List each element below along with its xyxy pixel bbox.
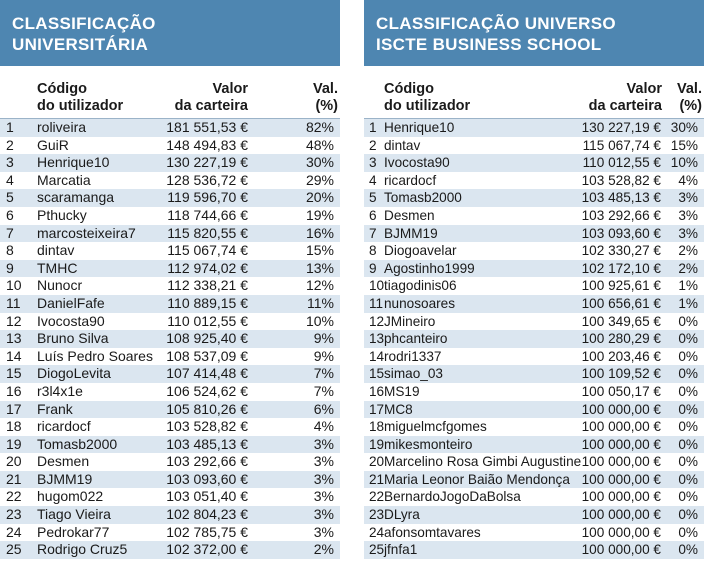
pct-cell: 3% — [313, 523, 334, 540]
table-row — [0, 401, 340, 419]
pct-cell: 16% — [305, 224, 334, 241]
value-cell: 130 227,19 € — [166, 154, 248, 171]
user-cell: GuiR — [37, 136, 69, 153]
pct-cell: 3% — [313, 506, 334, 523]
pct-cell: 2% — [678, 260, 698, 276]
user-cell: Henrique10 — [37, 154, 110, 171]
table-row — [0, 418, 340, 436]
rank-cell: 2 — [6, 136, 14, 153]
rank-cell: 10 — [6, 277, 22, 294]
pct-cell: 3% — [678, 207, 698, 223]
user-cell: Henrique10 — [384, 120, 455, 135]
user-cell: phcanteiro — [384, 331, 448, 347]
user-cell: Bruno Silva — [37, 330, 109, 347]
value-cell: 103 093,60 € — [581, 225, 661, 241]
pct-cell: 9% — [313, 347, 334, 364]
pct-cell: 0% — [678, 383, 698, 399]
pct-cell: 0% — [678, 401, 698, 417]
value-cell: 102 172,10 € — [581, 260, 661, 276]
value-cell: 100 000,00 € — [581, 401, 661, 417]
value-cell: 106 524,62 € — [166, 382, 248, 399]
value-cell: 103 093,60 € — [166, 470, 248, 487]
pct-cell: 1% — [678, 278, 698, 294]
rank-cell: 3 — [369, 155, 377, 171]
value-cell: 110 889,15 € — [167, 294, 248, 311]
table-row — [364, 541, 704, 559]
rank-cell: 4 — [369, 172, 377, 188]
table-row — [364, 383, 704, 401]
rank-cell: 5 — [6, 189, 14, 206]
rank-cell: 9 — [369, 260, 377, 276]
header-value-line-2: da carteira — [174, 98, 248, 114]
header-pct-line-1: Val. — [313, 81, 338, 97]
user-cell: Marcelino Rosa Gimbi Augustine — [384, 454, 582, 470]
user-cell: afonsomtavares — [384, 524, 481, 540]
rank-cell: 16 — [6, 382, 22, 399]
rank-cell: 16 — [369, 383, 385, 399]
table-row — [0, 348, 340, 366]
user-cell: JMineiro — [384, 313, 436, 329]
table-row — [364, 506, 704, 524]
rank-cell: 1 — [369, 120, 377, 135]
user-cell: DiogoLevita — [37, 365, 111, 382]
user-cell: Desmen — [384, 207, 435, 223]
user-cell: miguelmcfgomes — [384, 419, 487, 435]
user-cell: nunosoares — [384, 295, 456, 311]
table-row — [364, 172, 704, 190]
user-cell: scaramanga — [37, 189, 115, 206]
title-line-1: CLASSIFICAÇÃO — [12, 14, 156, 33]
table-row — [364, 365, 704, 383]
table-row — [364, 488, 704, 506]
ranking-university-panel — [0, 0, 340, 561]
pct-cell: 1% — [678, 295, 698, 311]
table-row — [364, 225, 704, 243]
value-cell: 103 485,13 € — [166, 435, 248, 452]
pct-cell: 12% — [305, 277, 334, 294]
rank-cell: 13 — [6, 330, 22, 347]
table-row — [0, 313, 340, 331]
user-cell: Pthucky — [37, 206, 87, 223]
rank-cell: 12 — [6, 312, 22, 329]
value-cell: 102 804,23 € — [166, 506, 248, 523]
rank-cell: 8 — [369, 243, 377, 259]
value-cell: 103 528,82 € — [581, 172, 661, 188]
rank-cell: 17 — [369, 401, 385, 417]
table-row — [0, 260, 340, 278]
rank-cell: 20 — [6, 453, 22, 470]
ranking-iscte-panel — [364, 0, 704, 561]
table-row — [364, 418, 704, 436]
ranking-iscte-title — [364, 0, 704, 66]
rank-cell: 14 — [6, 347, 22, 364]
header-user-line-2: do utilizador — [37, 98, 124, 114]
header-pct-line-2: (%) — [679, 98, 702, 114]
user-cell: BJMM19 — [384, 225, 438, 241]
pct-cell: 13% — [305, 259, 334, 276]
rank-cell: 15 — [6, 365, 22, 382]
user-cell: Nunocr — [37, 277, 83, 294]
pct-cell: 0% — [678, 366, 698, 382]
pct-cell: 4% — [678, 172, 698, 188]
user-cell: Ivocosta90 — [37, 312, 105, 329]
value-cell: 102 330,27 € — [581, 243, 661, 259]
pct-cell: 15% — [305, 242, 334, 259]
user-cell: Marcatia — [37, 171, 91, 188]
table-row — [0, 277, 340, 295]
value-cell: 103 051,40 € — [166, 488, 248, 505]
user-cell: dintav — [384, 137, 421, 153]
table-row — [364, 207, 704, 225]
user-cell: simao_03 — [384, 366, 443, 382]
rank-cell: 21 — [6, 470, 22, 487]
header-user-line-1: Código — [384, 81, 434, 97]
rank-cell: 24 — [6, 523, 22, 540]
user-cell: Tiago Vieira — [37, 506, 111, 523]
value-cell: 102 785,75 € — [166, 523, 248, 540]
table-row — [364, 471, 704, 489]
rank-cell: 1 — [6, 119, 14, 135]
pct-cell: 30% — [670, 120, 698, 135]
table-row — [0, 225, 340, 243]
user-cell: marcosteixeira7 — [37, 224, 136, 241]
rank-cell: 24 — [369, 524, 385, 540]
table-row — [364, 401, 704, 419]
value-cell: 100 000,00 € — [581, 507, 661, 523]
table-row — [0, 506, 340, 524]
value-cell: 110 012,55 € — [167, 312, 248, 329]
rank-cell: 23 — [6, 506, 22, 523]
value-cell: 100 000,00 € — [581, 524, 661, 540]
user-cell: rodri1337 — [384, 348, 442, 364]
value-cell: 112 974,02 € — [167, 259, 248, 276]
pct-cell: 10% — [305, 312, 334, 329]
table-row — [0, 119, 340, 137]
user-cell: Tomasb2000 — [384, 190, 462, 206]
user-cell: Frank — [37, 400, 73, 417]
user-cell: Ivocosta90 — [384, 155, 450, 171]
header-pct-line-2: (%) — [315, 98, 338, 114]
user-cell: Desmen — [37, 453, 90, 470]
table-row — [364, 436, 704, 454]
user-cell: BernardoJogoDaBolsa — [384, 489, 521, 505]
value-cell: 119 596,70 € — [167, 189, 248, 206]
value-cell: 100 656,61 € — [581, 295, 661, 311]
value-cell: 115 067,74 € — [582, 137, 661, 153]
value-cell: 103 485,13 € — [581, 190, 661, 206]
pct-cell: 0% — [678, 436, 698, 452]
pct-cell: 29% — [305, 171, 334, 188]
user-cell: ricardocf — [384, 172, 437, 188]
user-cell: roliveira — [37, 119, 87, 135]
pct-cell: 7% — [313, 382, 334, 399]
user-cell: tiagodinis06 — [384, 278, 457, 294]
rank-cell: 17 — [6, 400, 22, 417]
user-cell: Maria Leonor Baião Mendonça — [384, 471, 570, 487]
pct-cell: 4% — [313, 418, 334, 435]
value-cell: 115 067,74 € — [167, 242, 248, 259]
table-row — [0, 383, 340, 401]
value-cell: 107 414,48 € — [166, 365, 248, 382]
table-row — [364, 295, 704, 313]
user-cell: DLyra — [384, 507, 420, 523]
rank-cell: 3 — [6, 154, 14, 171]
pct-cell: 0% — [678, 524, 698, 540]
user-cell: r3l4x1e — [37, 382, 83, 399]
user-cell: BJMM19 — [37, 470, 93, 487]
header-value-line-1: Valor — [212, 81, 248, 97]
value-cell: 128 536,72 € — [166, 171, 248, 188]
user-cell: MC8 — [384, 401, 413, 417]
table-row — [364, 242, 704, 260]
pct-cell: 3% — [313, 435, 334, 452]
table-row — [0, 137, 340, 155]
pct-cell: 2% — [678, 243, 698, 259]
table-row — [364, 137, 704, 155]
rank-cell: 7 — [369, 225, 377, 241]
value-cell: 108 925,40 € — [166, 330, 248, 347]
header-pct-line-1: Val. — [677, 81, 702, 97]
pct-cell: 0% — [678, 454, 698, 470]
user-cell: Pedrokar77 — [37, 523, 110, 540]
header-user-line-2: do utilizador — [384, 98, 471, 114]
rank-cell: 20 — [369, 454, 385, 470]
pct-cell: 0% — [678, 507, 698, 523]
rank-cell: 15 — [369, 366, 385, 382]
pct-cell: 0% — [678, 313, 698, 329]
value-cell: 108 537,09 € — [166, 347, 248, 364]
rank-cell: 23 — [369, 507, 385, 523]
pct-cell: 0% — [678, 348, 698, 364]
value-cell: 100 109,52 € — [581, 366, 661, 382]
value-cell: 103 528,82 € — [166, 418, 248, 435]
table-row — [0, 154, 340, 172]
pct-cell: 0% — [678, 489, 698, 505]
table-row — [0, 172, 340, 190]
table-row — [364, 524, 704, 542]
value-cell: 115 820,55 € — [167, 224, 248, 241]
pct-cell: 3% — [678, 225, 698, 241]
value-cell: 103 292,66 € — [166, 453, 248, 470]
value-cell: 110 012,55 € — [582, 155, 661, 171]
pct-cell: 0% — [678, 419, 698, 435]
value-cell: 105 810,26 € — [166, 400, 248, 417]
user-cell: hugom022 — [37, 488, 104, 505]
table-row — [364, 313, 704, 331]
header-value-line-1: Valor — [626, 81, 662, 97]
value-cell: 100 000,00 € — [581, 542, 661, 558]
user-cell: Tomasb2000 — [37, 435, 118, 452]
pct-cell: 7% — [313, 365, 334, 382]
value-cell: 100 050,17 € — [581, 383, 661, 399]
ranking-table — [364, 118, 704, 559]
header-value-line-2: da carteira — [588, 98, 662, 114]
table-row — [364, 189, 704, 207]
value-cell: 103 292,66 € — [581, 207, 661, 223]
rank-cell: 6 — [6, 206, 14, 223]
table-row — [0, 524, 340, 542]
table-row — [0, 189, 340, 207]
pct-cell: 6% — [313, 400, 334, 417]
value-cell: 112 338,21 € — [167, 277, 248, 294]
table-row — [0, 453, 340, 471]
value-cell: 100 000,00 € — [581, 454, 661, 470]
rank-cell: 22 — [6, 488, 22, 505]
table-row — [0, 330, 340, 348]
rank-cell: 19 — [6, 435, 22, 452]
value-cell: 148 494,83 € — [166, 136, 248, 153]
rank-cell: 9 — [6, 259, 14, 276]
rank-cell: 14 — [369, 348, 385, 364]
table-header — [364, 66, 704, 118]
rank-cell: 19 — [369, 436, 385, 452]
value-cell: 100 000,00 € — [581, 489, 661, 505]
user-cell: Diogoavelar — [384, 243, 457, 259]
table-row — [0, 295, 340, 313]
table-row — [0, 242, 340, 260]
value-cell: 100 000,00 € — [581, 436, 661, 452]
user-cell: dintav — [37, 242, 75, 259]
rank-cell: 25 — [369, 542, 385, 558]
table-row — [0, 471, 340, 489]
table-row — [364, 348, 704, 366]
rank-cell: 10 — [369, 278, 385, 294]
rank-cell: 4 — [6, 171, 14, 188]
rank-cell: 22 — [369, 489, 385, 505]
pct-cell: 19% — [305, 206, 334, 223]
value-cell: 102 372,00 € — [166, 541, 248, 558]
user-cell: Luís Pedro Soares — [37, 347, 153, 364]
ranking-table — [0, 118, 340, 559]
value-cell: 100 925,61 € — [581, 278, 661, 294]
rank-cell: 13 — [369, 331, 385, 347]
table-row — [364, 260, 704, 278]
rank-cell: 18 — [369, 419, 385, 435]
pct-cell: 3% — [678, 190, 698, 206]
table-row — [364, 277, 704, 295]
rank-cell: 11 — [6, 294, 21, 311]
value-cell: 100 000,00 € — [581, 471, 661, 487]
pct-cell: 82% — [305, 119, 334, 135]
pct-cell: 2% — [313, 541, 334, 558]
table-row — [0, 541, 340, 559]
table-row — [364, 119, 704, 137]
value-cell: 181 551,53 € — [166, 119, 248, 135]
value-cell: 118 744,66 € — [167, 206, 248, 223]
rank-cell: 25 — [6, 541, 22, 558]
pct-cell: 48% — [305, 136, 334, 153]
rank-cell: 21 — [369, 471, 385, 487]
rank-cell: 11 — [369, 295, 384, 311]
header-user-line-1: Código — [37, 81, 87, 97]
table-row — [364, 330, 704, 348]
user-cell: ricardocf — [37, 418, 91, 435]
rank-cell: 6 — [369, 207, 377, 223]
rank-cell: 2 — [369, 137, 377, 153]
pct-cell: 3% — [313, 488, 334, 505]
value-cell: 100 000,00 € — [581, 419, 661, 435]
pct-cell: 0% — [678, 331, 698, 347]
pct-cell: 30% — [305, 154, 334, 171]
rank-cell: 8 — [6, 242, 14, 259]
pct-cell: 15% — [670, 137, 698, 153]
rank-cell: 12 — [369, 313, 385, 329]
user-cell: mikesmonteiro — [384, 436, 473, 452]
pct-cell: 9% — [313, 330, 334, 347]
table-row — [0, 207, 340, 225]
pct-cell: 20% — [305, 189, 334, 206]
value-cell: 100 349,65 € — [581, 313, 661, 329]
table-row — [364, 453, 704, 471]
user-cell: Agostinho1999 — [384, 260, 475, 276]
rank-cell: 5 — [369, 190, 377, 206]
ranking-university-title — [0, 0, 340, 66]
user-cell: DanielFafe — [37, 294, 105, 311]
pct-cell: 3% — [313, 470, 334, 487]
pct-cell: 0% — [678, 542, 698, 558]
pct-cell: 0% — [678, 471, 698, 487]
table-row — [0, 436, 340, 454]
value-cell: 100 280,29 € — [581, 331, 661, 347]
table-header — [0, 66, 340, 118]
value-cell: 100 203,46 € — [581, 348, 661, 364]
title-line-2: ISCTE BUSINESS SCHOOL — [376, 35, 602, 54]
title-line-2: UNIVERSITÁRIA — [12, 35, 149, 54]
rank-cell: 7 — [6, 224, 14, 241]
user-cell: jfnfa1 — [384, 542, 418, 558]
pct-cell: 3% — [313, 453, 334, 470]
title-line-1: CLASSIFICAÇÃO UNIVERSO — [376, 14, 616, 33]
value-cell: 130 227,19 € — [581, 120, 661, 135]
table-row — [0, 365, 340, 383]
user-cell: TMHC — [37, 259, 78, 276]
user-cell: MS19 — [384, 383, 420, 399]
rank-cell: 18 — [6, 418, 22, 435]
table-row — [364, 154, 704, 172]
pct-cell: 10% — [670, 155, 698, 171]
user-cell: Rodrigo Cruz5 — [37, 541, 128, 558]
pct-cell: 11% — [307, 294, 334, 311]
table-row — [0, 488, 340, 506]
